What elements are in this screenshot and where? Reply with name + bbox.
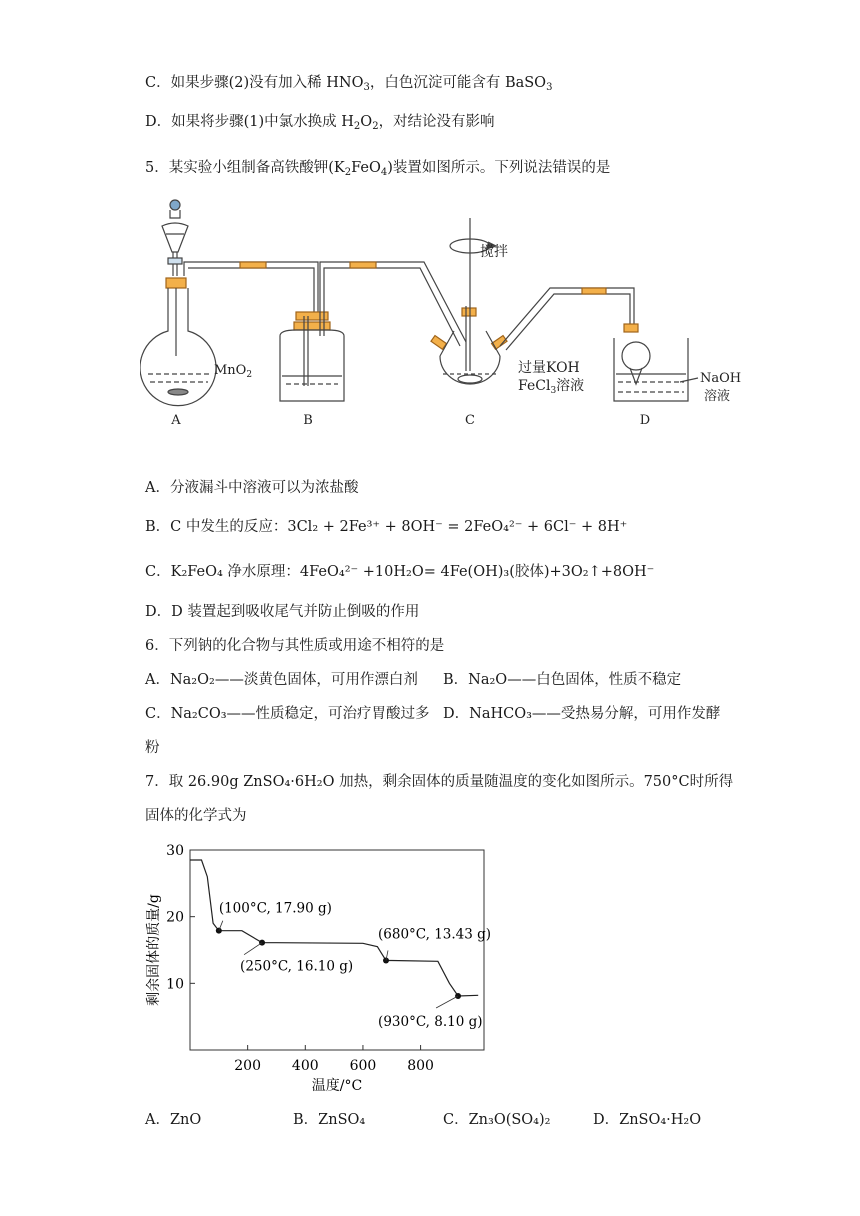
data-point xyxy=(216,928,222,934)
x-tick-label: 800 xyxy=(407,1058,434,1074)
y-tick-label: 10 xyxy=(166,976,184,993)
q6-option-b: B．Na₂O——白色固体，性质不稳定 xyxy=(443,672,682,688)
q5-option-a: A．分液漏斗中溶液可以为浓盐酸 xyxy=(145,480,359,496)
q7-stem-1: 7．取 26.90g ZnSO₄·6H₂O 加热，剩余固体的质量随温度的变化如图所示。750°C时所得 xyxy=(145,774,734,790)
mass-temperature-chart xyxy=(140,836,500,1098)
koh-label: 过量KOH xyxy=(518,360,580,376)
naoh-label-2: 溶液 xyxy=(704,389,731,404)
point-label: (680°C, 13.43 g) xyxy=(378,926,492,943)
point-label: (930°C, 8.10 g) xyxy=(378,1014,483,1030)
q7-stem-2: 固体的化学式为 xyxy=(145,808,247,824)
apparatus-diagram xyxy=(140,196,780,436)
q5-option-d: D．D 装置起到吸收尾气并防止倒吸的作用 xyxy=(145,604,420,620)
q5-option-b: B．C 中发生的反应：3Cl₂ + 2Fe³⁺ + 8OH⁻ = 2FeO₄²⁻ + 6Cl⁻ + 8H⁺ xyxy=(145,519,628,535)
q7-option-b: B．ZnSO₄ xyxy=(293,1112,366,1128)
q4-option-d: D．如果将步骤(1)中氯水换成 $H_2O_2$，对结论没有影响 xyxy=(145,114,495,132)
q6-option-d: D．NaHCO₃——受热易分解，可用作发酵 xyxy=(443,706,721,722)
x-tick-label: 200 xyxy=(234,1058,262,1074)
q6-option-c: C．Na₂CO₃——性质稳定，可治疗胃酸过多 xyxy=(145,706,430,722)
data-point xyxy=(383,957,389,963)
q6-option-a: A．Na₂O₂——淡黄色固体，可用作漂白剂 xyxy=(145,672,418,688)
x-tick-label: 400 xyxy=(291,1058,319,1074)
label-d: D xyxy=(639,413,651,428)
label-a: A xyxy=(171,413,181,428)
point-label: (100°C, 17.90 g) xyxy=(218,900,332,917)
point-label: (250°C, 16.10 g) xyxy=(240,958,354,975)
stir-label: 搅拌 xyxy=(480,244,508,260)
q7-option-c: C．Zn₃O(SO₄)₂ xyxy=(443,1112,551,1128)
q5-option-c: C．K₂FeO₄ 净水原理：4FeO₄²⁻ +10H₂O= 4Fe(OH)₃(胶体)+3O₂↑+8OH⁻ xyxy=(145,564,655,580)
mno2-label: MnO$_2$ xyxy=(214,363,253,380)
label-b: B xyxy=(303,413,313,428)
label-c: C xyxy=(465,413,475,428)
q6-option-d-wrap: 粉 xyxy=(145,740,160,756)
y-axis-label: 剩余固体的质量/g xyxy=(146,894,162,1006)
x-axis-label: 温度/°C xyxy=(311,1078,363,1094)
fecl3-label: FeCl$_3$溶液 xyxy=(518,378,585,396)
point-leader xyxy=(436,996,458,1008)
q5-stem: 5．某实验小组制备高铁酸钾$(K_2FeO_4)$装置如图所示。下列说法错误的是 xyxy=(145,160,611,178)
y-tick-label: 20 xyxy=(166,909,184,926)
point-leader xyxy=(244,943,262,955)
y-tick-label: 30 xyxy=(166,843,184,859)
q4-option-c: C．如果步骤(2)没有加入稀 $HNO_3$，白色沉淀可能含有 BaSO$_3$ xyxy=(145,75,553,93)
q7-option-a: A．ZnO xyxy=(145,1112,202,1128)
q7-option-d: D．ZnSO₄·H₂O xyxy=(593,1112,702,1128)
x-tick-label: 600 xyxy=(349,1058,377,1074)
q6-stem: 6．下列钠的化合物与其性质或用途不相符的是 xyxy=(145,638,445,654)
naoh-label: NaOH xyxy=(700,371,742,386)
